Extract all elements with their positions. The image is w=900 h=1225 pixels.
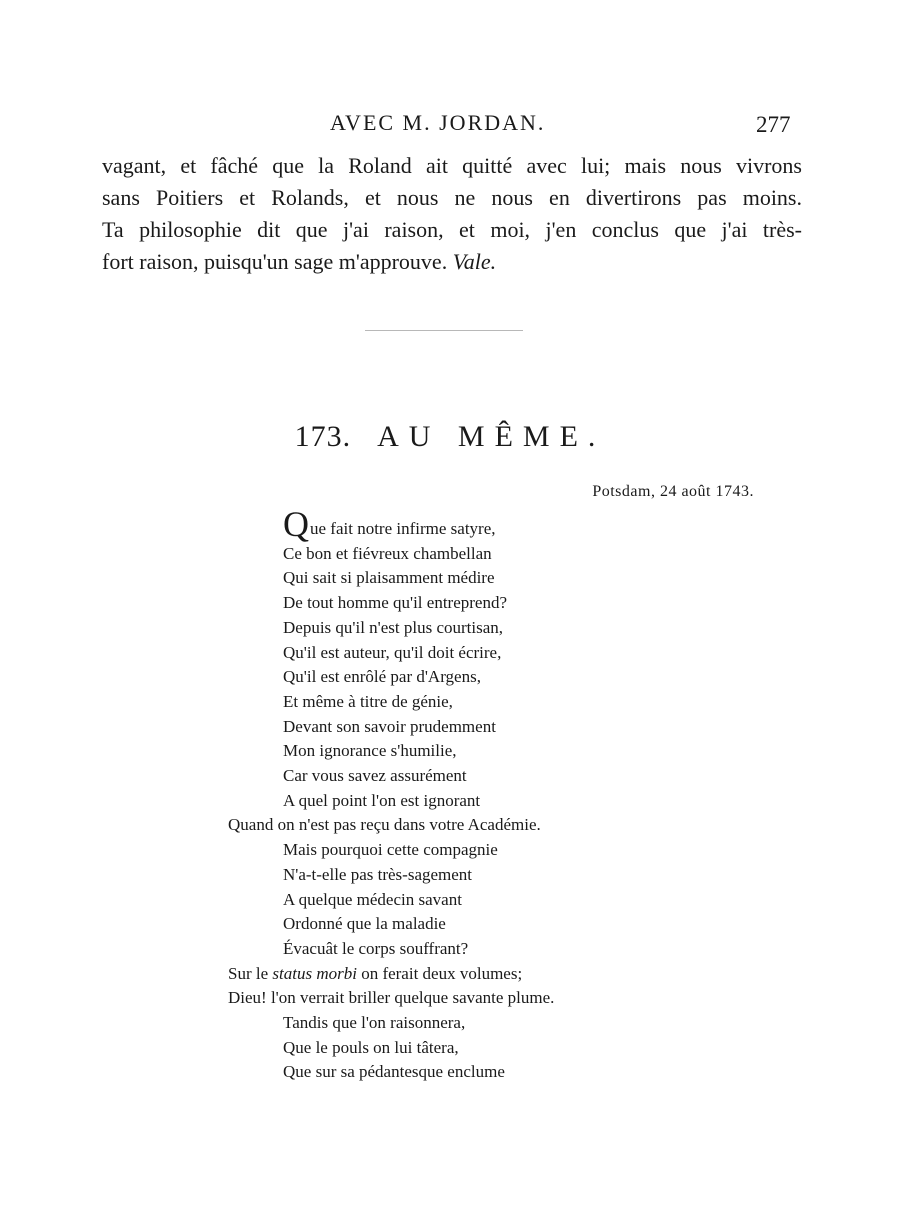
poem-verse-outdent	[228, 962, 788, 987]
status-line-after: on ferait deux volumes;	[361, 963, 523, 983]
poem-verse: Mon ignorance s'humilie,	[283, 741, 457, 761]
poem-verse: Qu'il est auteur, qu'il doit écrire,	[283, 642, 502, 662]
prose-line: Ta philosophie dit que j'ai raison, et moi, j'en conclus que j'ai très-	[102, 217, 802, 242]
poem-verse: Car vous savez assurément	[283, 766, 467, 786]
running-head	[0, 110, 900, 140]
letter-title: AU MÊME.	[377, 420, 606, 453]
poem-verse-outdent: Dieu! l'on verrait briller quelque savante plume.	[228, 988, 555, 1008]
drop-cap: Q	[283, 504, 309, 544]
poem-verse: N'a-t-elle pas très-sagement	[283, 864, 473, 884]
poem-verse: Évacuât le corps souffrant?	[283, 938, 469, 958]
prose-last-line	[102, 246, 802, 278]
first-verse-rest: ue fait notre infirme satyre,	[310, 519, 496, 538]
letter-number: 173.	[294, 420, 352, 453]
poem	[228, 504, 788, 1085]
poem-verse: Ordonné que la maladie	[283, 914, 446, 934]
poem-verse: De tout homme qu'il entreprend?	[283, 593, 507, 613]
poem-verse	[228, 504, 788, 544]
poem-verse: A quelque médecin savant	[283, 889, 462, 909]
page-number: 277	[756, 112, 791, 137]
poem-verse: Tandis que l'on raisonnera,	[283, 1013, 466, 1033]
poem-verse: Depuis qu'il n'est plus courtisan,	[283, 617, 504, 637]
poem-verse: A quel point l'on est ignorant	[283, 790, 481, 810]
letter-heading	[0, 420, 900, 454]
vale-italic: Vale.	[452, 249, 497, 274]
prose-line: vagant, et fâché que la Roland ait quitté avec lui; mais nous vivrons	[102, 153, 802, 178]
section-divider	[365, 330, 523, 331]
prose-line: sans Poitiers et Rolands, et nous ne nous en divertirons pas moins.	[102, 185, 802, 210]
prose-last-line-text: fort raison, puisqu'un sage m'approuve.	[102, 249, 448, 274]
poem-verse: Que sur sa pédantesque enclume	[283, 1062, 505, 1082]
prose-paragraph	[102, 150, 802, 278]
status-morbi-italic: status morbi	[272, 963, 357, 983]
poem-verse: Que le pouls on lui tâtera,	[283, 1037, 459, 1057]
poem-verse: Et même à titre de génie,	[283, 691, 453, 711]
poem-verse-outdent: Quand on n'est pas reçu dans votre Académie.	[228, 815, 541, 835]
poem-verse: Qui sait si plaisamment médire	[283, 568, 495, 588]
poem-verse: Devant son savoir prudemment	[283, 716, 496, 736]
poem-verse: Ce bon et fiévreux chambellan	[283, 543, 492, 563]
running-title: AVEC M. JORDAN.	[330, 110, 546, 135]
status-line-before: Sur le	[228, 963, 269, 983]
poem-verse: Mais pourquoi cette compagnie	[283, 840, 498, 860]
dateline: Potsdam, 24 août 1743.	[592, 483, 754, 500]
poem-verse: Qu'il est enrôlé par d'Argens,	[283, 667, 481, 687]
